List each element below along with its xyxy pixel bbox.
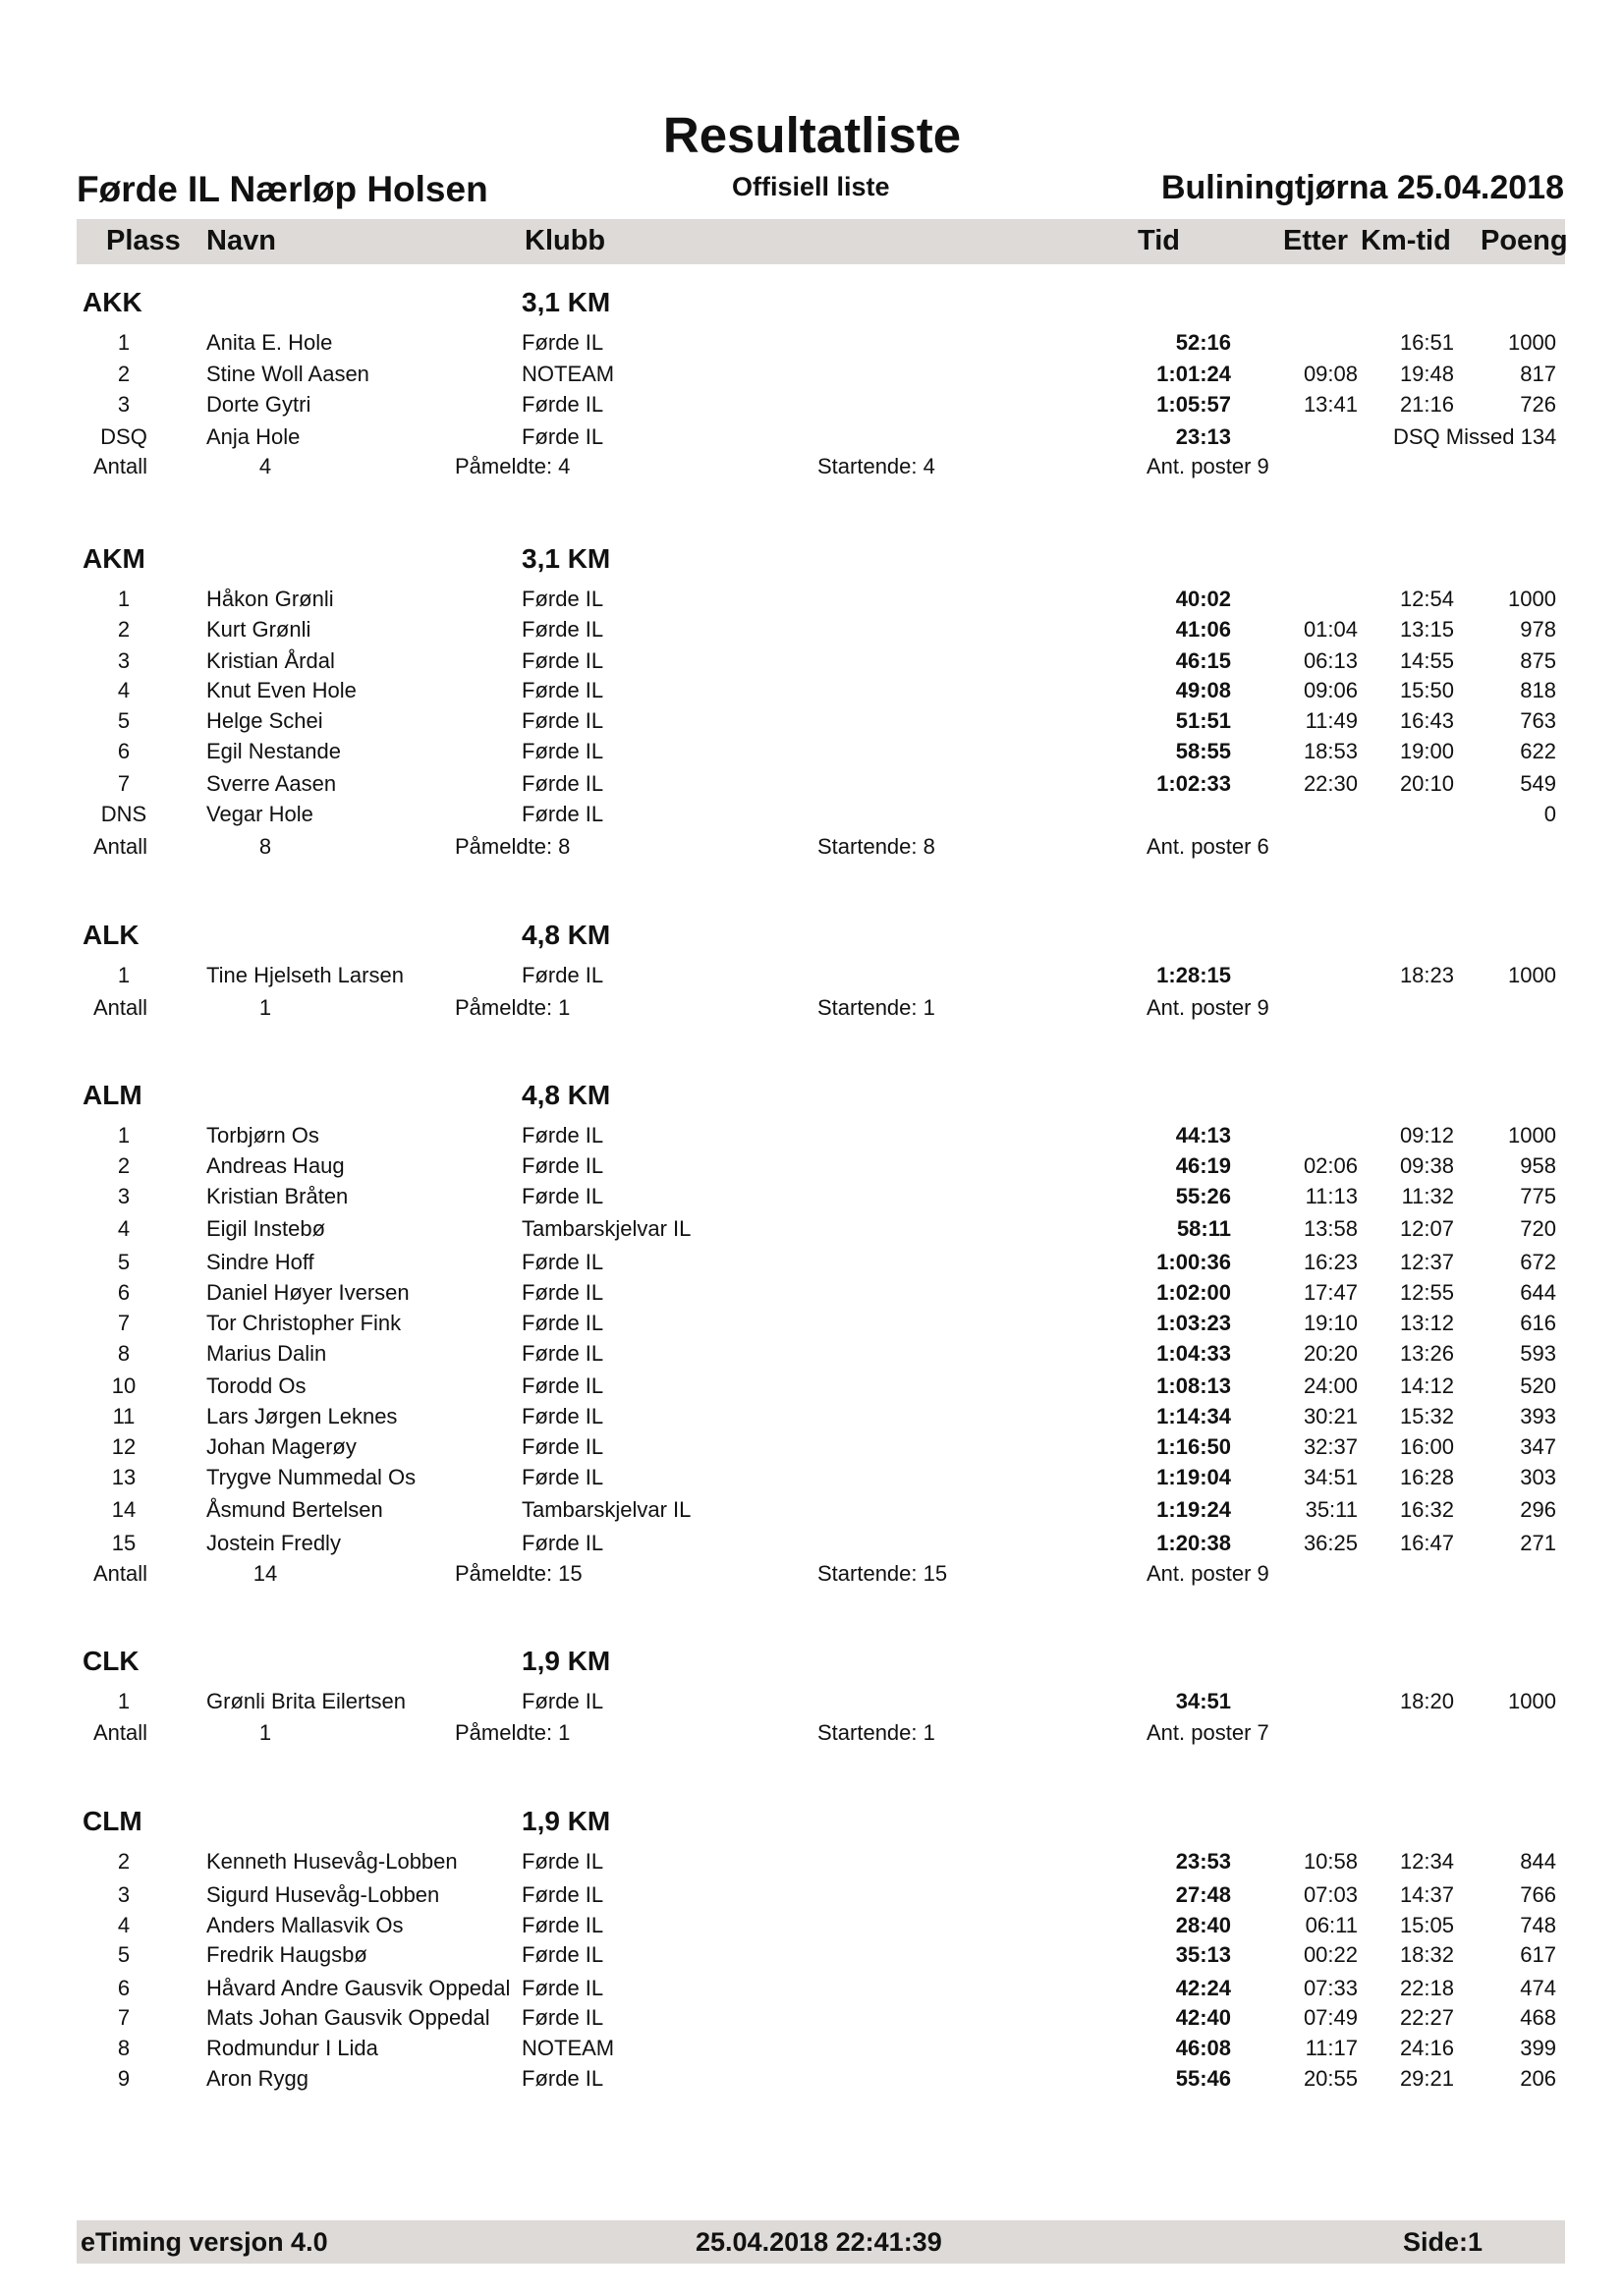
row-kmtid: 22:18: [1399, 1976, 1454, 2000]
row-navn: Tor Christopher Fink: [206, 1311, 402, 1335]
row-klubb: NOTEAM: [522, 362, 615, 386]
row-tid: 28:40: [1175, 1913, 1231, 1937]
summary-antall-label: Antall: [93, 454, 148, 478]
summary-pameldte: Påmeldte: 4: [455, 454, 571, 478]
row-kmtid: 12:55: [1399, 1280, 1454, 1305]
row-poeng: 775: [1520, 1184, 1556, 1208]
row-klubb: Førde IL: [522, 1976, 604, 2000]
row-tid: 1:00:36: [1156, 1250, 1231, 1274]
col-tid: Tid: [1138, 225, 1180, 256]
class-name: AKM: [83, 543, 145, 574]
row-tid: 23:53: [1175, 1849, 1231, 1874]
row-klubb: Førde IL: [522, 1882, 604, 1907]
row-etter: 09:06: [1303, 678, 1358, 702]
row-klubb: Førde IL: [522, 1184, 604, 1208]
row-klubb: Førde IL: [522, 1849, 604, 1874]
row-klubb: Førde IL: [522, 1123, 604, 1148]
row-poeng: 748: [1520, 1913, 1556, 1937]
row-etter: 00:22: [1303, 1942, 1358, 1967]
summary-poster: Ant. poster 7: [1147, 1720, 1269, 1745]
col-poeng: Poeng: [1481, 225, 1568, 256]
row-navn: Trygve Nummedal Os: [206, 1465, 417, 1489]
row-tid: 1:28:15: [1156, 963, 1231, 987]
row-etter: 20:55: [1303, 2066, 1358, 2091]
summary-startende: Startende: 15: [817, 1561, 948, 1586]
row-plass: 3: [117, 1184, 131, 1208]
row-navn: Håvard Andre Gausvik Oppedal: [206, 1976, 511, 2000]
row-kmtid: 15:05: [1399, 1913, 1454, 1937]
row-tid: 58:55: [1175, 739, 1231, 763]
row-plass: 1: [117, 1689, 131, 1713]
row-klubb: Førde IL: [522, 1913, 604, 1937]
row-navn: Dorte Gytri: [206, 392, 311, 417]
row-kmtid: 18:32: [1399, 1942, 1454, 1967]
row-navn: Daniel Høyer Iversen: [206, 1280, 410, 1305]
row-kmtid: 14:55: [1399, 648, 1454, 673]
summary-startende: Startende: 4: [817, 454, 935, 478]
row-poeng: 1000: [1508, 587, 1556, 611]
row-plass: 6: [117, 1976, 131, 2000]
row-klubb: Førde IL: [522, 1404, 604, 1428]
row-kmtid: 09:12: [1399, 1123, 1454, 1148]
summary-poster: Ant. poster 6: [1147, 834, 1269, 859]
row-klubb: Førde IL: [522, 648, 604, 673]
row-navn: Knut Even Hole: [206, 678, 357, 702]
row-navn: Kristian Bråten: [206, 1184, 349, 1208]
class-distance: 4,8 KM: [522, 920, 611, 950]
row-plass: 15: [111, 1531, 137, 1555]
row-navn: Johan Magerøy: [206, 1434, 357, 1459]
row-tid: 46:19: [1175, 1153, 1231, 1178]
col-plass: Plass: [106, 225, 181, 256]
row-plass: 1: [117, 330, 131, 355]
row-kmtid: 14:12: [1399, 1373, 1454, 1398]
row-poeng: 271: [1520, 1531, 1556, 1555]
row-navn: Sverre Aasen: [206, 771, 337, 796]
row-navn: Mats Johan Gausvik Oppedal: [206, 2005, 490, 2030]
class-name: AKK: [83, 287, 142, 317]
row-kmtid: 16:43: [1399, 708, 1454, 733]
row-navn: Sindre Hoff: [206, 1250, 314, 1274]
row-poeng: 818: [1520, 678, 1556, 702]
row-plass: DSQ: [100, 424, 147, 449]
row-kmtid: 19:48: [1399, 362, 1454, 386]
row-poeng: 468: [1520, 2005, 1556, 2030]
row-tid: 51:51: [1175, 708, 1231, 733]
row-etter: 02:06: [1303, 1153, 1358, 1178]
row-navn: Torodd Os: [206, 1373, 307, 1398]
row-kmtid: 13:12: [1399, 1311, 1454, 1335]
row-navn: Anita E. Hole: [206, 330, 333, 355]
row-plass: 10: [111, 1373, 137, 1398]
row-kmtid: 12:07: [1399, 1216, 1454, 1241]
row-etter: 24:00: [1303, 1373, 1358, 1398]
row-tid: 42:24: [1175, 1976, 1231, 2000]
row-klubb: Førde IL: [522, 2005, 604, 2030]
summary-antall: 1: [258, 995, 272, 1020]
row-tid: 1:01:24: [1156, 362, 1231, 386]
col-etter: Etter: [1283, 225, 1349, 256]
row-etter: 07:03: [1303, 1882, 1358, 1907]
row-kmtid: 11:32: [1401, 1184, 1454, 1208]
row-kmtid: 22:27: [1399, 2005, 1454, 2030]
class-name: ALM: [83, 1080, 142, 1110]
row-klubb: Førde IL: [522, 678, 604, 702]
row-navn: Kristian Årdal: [206, 648, 335, 673]
row-kmtid: 16:28: [1399, 1465, 1454, 1489]
row-plass: 5: [117, 1942, 131, 1967]
row-kmtid: 16:51: [1399, 330, 1454, 355]
row-etter: 11:13: [1305, 1184, 1358, 1208]
row-poeng: 206: [1520, 2066, 1556, 2091]
row-navn: Kenneth Husevåg-Lobben: [206, 1849, 458, 1874]
row-poeng: 726: [1520, 392, 1556, 417]
row-poeng: 875: [1520, 648, 1556, 673]
row-plass: 6: [117, 739, 131, 763]
row-klubb: Førde IL: [522, 739, 604, 763]
row-etter: 30:21: [1303, 1404, 1358, 1428]
row-etter: 06:13: [1303, 648, 1358, 673]
row-tid: 41:06: [1175, 617, 1231, 642]
row-plass: DNS: [100, 802, 147, 826]
row-poeng: 1000: [1508, 1689, 1556, 1713]
row-klubb: Førde IL: [522, 1434, 604, 1459]
row-kmtid: 13:26: [1399, 1341, 1454, 1366]
row-klubb: Førde IL: [522, 963, 604, 987]
row-note: DSQ Missed 134: [1393, 424, 1557, 449]
row-klubb: Førde IL: [522, 2066, 604, 2091]
row-tid: 44:13: [1175, 1123, 1231, 1148]
row-kmtid: 15:32: [1399, 1404, 1454, 1428]
row-navn: Tine Hjelseth Larsen: [206, 963, 404, 987]
row-navn: Grønli Brita Eilertsen: [206, 1689, 406, 1713]
row-plass: 8: [117, 2036, 131, 2060]
row-plass: 11: [112, 1404, 136, 1428]
row-tid: 42:40: [1175, 2005, 1231, 2030]
row-poeng: 644: [1520, 1280, 1556, 1305]
row-plass: 7: [117, 2005, 131, 2030]
row-kmtid: 16:32: [1399, 1497, 1454, 1522]
row-tid: 58:11: [1176, 1216, 1231, 1241]
row-poeng: 549: [1520, 771, 1556, 796]
row-navn: Håkon Grønli: [206, 587, 334, 611]
row-tid: 1:20:38: [1156, 1531, 1231, 1555]
summary-pameldte: Påmeldte: 1: [455, 1720, 571, 1745]
row-kmtid: 15:50: [1399, 678, 1454, 702]
row-poeng: 520: [1520, 1373, 1556, 1398]
row-etter: 06:11: [1305, 1913, 1358, 1937]
row-navn: Kurt Grønli: [206, 617, 311, 642]
summary-startende: Startende: 8: [817, 834, 935, 859]
row-poeng: 672: [1520, 1250, 1556, 1274]
row-navn: Anders Mallasvik Os: [206, 1913, 404, 1937]
row-plass: 6: [117, 1280, 131, 1305]
row-etter: 10:58: [1303, 1849, 1358, 1874]
row-poeng: 474: [1520, 1976, 1556, 2000]
summary-antall: 14: [252, 1561, 278, 1586]
row-plass: 4: [117, 1216, 131, 1241]
row-kmtid: 21:16: [1399, 392, 1454, 417]
summary-poster: Ant. poster 9: [1147, 995, 1269, 1020]
row-etter: 09:08: [1303, 362, 1358, 386]
row-tid: 55:46: [1175, 2066, 1231, 2091]
summary-antall: 8: [258, 834, 272, 859]
row-poeng: 1000: [1508, 1123, 1556, 1148]
row-etter: 07:33: [1303, 1976, 1358, 2000]
row-plass: 1: [117, 587, 131, 611]
summary-pameldte: Påmeldte: 15: [455, 1561, 583, 1586]
row-kmtid: 16:00: [1399, 1434, 1454, 1459]
summary-pameldte: Påmeldte: 8: [455, 834, 571, 859]
row-kmtid: 24:16: [1399, 2036, 1454, 2060]
row-tid: 46:08: [1175, 2036, 1231, 2060]
summary-antall: 1: [258, 1720, 272, 1745]
row-kmtid: 16:47: [1399, 1531, 1454, 1555]
row-etter: 36:25: [1303, 1531, 1358, 1555]
row-kmtid: 18:23: [1399, 963, 1454, 987]
row-etter: 19:10: [1303, 1311, 1358, 1335]
class-name: ALK: [83, 920, 140, 950]
row-etter: 32:37: [1303, 1434, 1358, 1459]
summary-startende: Startende: 1: [817, 1720, 935, 1745]
row-poeng: 720: [1520, 1216, 1556, 1241]
row-klubb: Førde IL: [522, 1942, 604, 1967]
row-etter: 17:47: [1303, 1280, 1358, 1305]
row-tid: 23:13: [1175, 424, 1231, 449]
row-poeng: 817: [1520, 362, 1556, 386]
summary-antall-label: Antall: [93, 995, 148, 1020]
row-klubb: Førde IL: [522, 1153, 604, 1178]
row-klubb: Førde IL: [522, 1280, 604, 1305]
row-plass: 9: [117, 2066, 131, 2091]
row-etter: 22:30: [1303, 771, 1358, 796]
row-klubb: Førde IL: [522, 587, 604, 611]
row-kmtid: 14:37: [1399, 1882, 1454, 1907]
row-kmtid: 09:38: [1399, 1153, 1454, 1178]
footer-version: eTiming versjon 4.0: [81, 2227, 328, 2257]
row-poeng: 303: [1520, 1465, 1556, 1489]
row-plass: 8: [117, 1341, 131, 1366]
class-distance: 1,9 KM: [522, 1806, 611, 1836]
row-tid: 49:08: [1175, 678, 1231, 702]
row-plass: 5: [117, 1250, 131, 1274]
summary-antall-label: Antall: [93, 1561, 148, 1586]
row-plass: 1: [117, 1123, 131, 1148]
row-navn: Lars Jørgen Leknes: [206, 1404, 398, 1428]
row-poeng: 617: [1520, 1942, 1556, 1967]
class-distance: 4,8 KM: [522, 1080, 611, 1110]
row-poeng: 347: [1520, 1434, 1556, 1459]
row-klubb: Førde IL: [522, 1465, 604, 1489]
class-name: CLM: [83, 1806, 142, 1836]
row-tid: 46:15: [1175, 648, 1231, 673]
row-klubb: Førde IL: [522, 617, 604, 642]
row-poeng: 0: [1543, 802, 1556, 826]
row-kmtid: 29:21: [1399, 2066, 1454, 2091]
row-poeng: 393: [1520, 1404, 1556, 1428]
row-navn: Torbjørn Os: [206, 1123, 319, 1148]
row-tid: 1:16:50: [1156, 1434, 1231, 1459]
row-plass: 14: [111, 1497, 137, 1522]
row-etter: 07:49: [1303, 2005, 1358, 2030]
row-etter: 01:04: [1303, 617, 1358, 642]
class-distance: 3,1 KM: [522, 543, 611, 574]
row-poeng: 1000: [1508, 963, 1556, 987]
row-etter: 16:23: [1303, 1250, 1358, 1274]
row-plass: 4: [117, 678, 131, 702]
summary-poster: Ant. poster 9: [1147, 454, 1269, 478]
row-klubb: Tambarskjelvar IL: [522, 1216, 692, 1241]
row-plass: 2: [117, 617, 131, 642]
row-poeng: 978: [1520, 617, 1556, 642]
page-title: Resultatliste: [662, 107, 962, 163]
row-etter: 13:41: [1303, 392, 1358, 417]
row-kmtid: 19:00: [1399, 739, 1454, 763]
row-klubb: Førde IL: [522, 1311, 604, 1335]
row-navn: Anja Hole: [206, 424, 301, 449]
row-tid: 1:02:00: [1156, 1280, 1231, 1305]
row-plass: 2: [117, 1849, 131, 1874]
row-tid: 1:02:33: [1156, 771, 1231, 796]
row-poeng: 844: [1520, 1849, 1556, 1874]
row-kmtid: 13:15: [1399, 617, 1454, 642]
row-poeng: 763: [1520, 708, 1556, 733]
row-poeng: 958: [1520, 1153, 1556, 1178]
row-klubb: Førde IL: [522, 424, 604, 449]
row-tid: 35:13: [1175, 1942, 1231, 1967]
row-klubb: Tambarskjelvar IL: [522, 1497, 692, 1522]
row-poeng: 593: [1520, 1341, 1556, 1366]
row-plass: 3: [117, 392, 131, 417]
row-kmtid: 12:37: [1399, 1250, 1454, 1274]
row-poeng: 296: [1520, 1497, 1556, 1522]
location-date: Buliningtjørna 25.04.2018: [1160, 169, 1564, 206]
row-klubb: Førde IL: [522, 1531, 604, 1555]
row-plass: 12: [111, 1434, 137, 1459]
row-tid: 55:26: [1175, 1184, 1231, 1208]
row-tid: 1:08:13: [1156, 1373, 1231, 1398]
row-navn: Eigil Instebø: [206, 1216, 326, 1241]
footer-timestamp: 25.04.2018 22:41:39: [696, 2227, 942, 2257]
row-poeng: 766: [1520, 1882, 1556, 1907]
row-plass: 2: [117, 362, 131, 386]
summary-antall-label: Antall: [93, 1720, 148, 1745]
row-navn: Egil Nestande: [206, 739, 341, 763]
row-navn: Sigurd Husevåg-Lobben: [206, 1882, 440, 1907]
row-plass: 3: [117, 1882, 131, 1907]
row-etter: 18:53: [1303, 739, 1358, 763]
class-distance: 3,1 KM: [522, 287, 611, 317]
row-navn: Vegar Hole: [206, 802, 313, 826]
row-tid: 1:14:34: [1156, 1404, 1231, 1428]
row-tid: 1:04:33: [1156, 1341, 1231, 1366]
row-etter: 20:20: [1303, 1341, 1358, 1366]
row-plass: 13: [111, 1465, 137, 1489]
row-navn: Jostein Fredly: [206, 1531, 341, 1555]
summary-poster: Ant. poster 9: [1147, 1561, 1269, 1586]
row-etter: 35:11: [1305, 1497, 1358, 1522]
row-tid: 1:05:57: [1156, 392, 1231, 417]
row-etter: 34:51: [1303, 1465, 1358, 1489]
row-klubb: Førde IL: [522, 1250, 604, 1274]
row-klubb: Førde IL: [522, 771, 604, 796]
row-klubb: Førde IL: [522, 1373, 604, 1398]
row-etter: 11:17: [1305, 2036, 1358, 2060]
row-poeng: 399: [1520, 2036, 1556, 2060]
row-kmtid: 12:34: [1399, 1849, 1454, 1874]
row-tid: 40:02: [1175, 587, 1231, 611]
official-label: Offisiell liste: [732, 172, 890, 201]
event-name: Førde IL Nærløp Holsen: [77, 169, 488, 209]
row-klubb: Førde IL: [522, 1341, 604, 1366]
row-tid: 52:16: [1175, 330, 1231, 355]
row-klubb: Førde IL: [522, 392, 604, 417]
row-navn: Marius Dalin: [206, 1341, 327, 1366]
row-kmtid: 20:10: [1399, 771, 1454, 796]
row-kmtid: 12:54: [1399, 587, 1454, 611]
summary-antall: 4: [258, 454, 272, 478]
row-tid: 34:51: [1175, 1689, 1231, 1713]
row-etter: 11:49: [1305, 708, 1358, 733]
summary-antall-label: Antall: [93, 834, 148, 859]
row-navn: Aron Rygg: [206, 2066, 308, 2091]
row-tid: 1:03:23: [1156, 1311, 1231, 1335]
row-klubb: Førde IL: [522, 330, 604, 355]
row-klubb: Førde IL: [522, 802, 604, 826]
row-poeng: 616: [1520, 1311, 1556, 1335]
class-name: CLK: [83, 1646, 140, 1676]
col-kmtid: Km-tid: [1361, 225, 1451, 256]
class-distance: 1,9 KM: [522, 1646, 611, 1676]
row-plass: 2: [117, 1153, 131, 1178]
row-etter: 13:58: [1303, 1216, 1358, 1241]
row-plass: 7: [117, 771, 131, 796]
row-tid: 27:48: [1175, 1882, 1231, 1907]
row-navn: Helge Schei: [206, 708, 323, 733]
row-navn: Andreas Haug: [206, 1153, 345, 1178]
summary-pameldte: Påmeldte: 1: [455, 995, 571, 1020]
row-tid: 1:19:24: [1156, 1497, 1231, 1522]
row-tid: 1:19:04: [1156, 1465, 1231, 1489]
row-plass: 3: [117, 648, 131, 673]
footer-page: Side:1: [1403, 2227, 1484, 2257]
row-navn: Rodmundur I Lida: [206, 2036, 378, 2060]
row-plass: 7: [117, 1311, 131, 1335]
row-navn: Stine Woll Aasen: [206, 362, 369, 386]
col-navn: Navn: [206, 225, 276, 256]
summary-startende: Startende: 1: [817, 995, 935, 1020]
row-poeng: 1000: [1508, 330, 1556, 355]
row-klubb: Førde IL: [522, 708, 604, 733]
row-navn: Fredrik Haugsbø: [206, 1942, 367, 1967]
row-poeng: 622: [1520, 739, 1556, 763]
row-plass: 5: [117, 708, 131, 733]
row-klubb: NOTEAM: [522, 2036, 615, 2060]
row-kmtid: 18:20: [1399, 1689, 1454, 1713]
col-klubb: Klubb: [525, 225, 606, 256]
row-navn: Åsmund Bertelsen: [206, 1497, 383, 1522]
row-plass: 4: [117, 1913, 131, 1937]
row-plass: 1: [117, 963, 131, 987]
row-klubb: Førde IL: [522, 1689, 604, 1713]
